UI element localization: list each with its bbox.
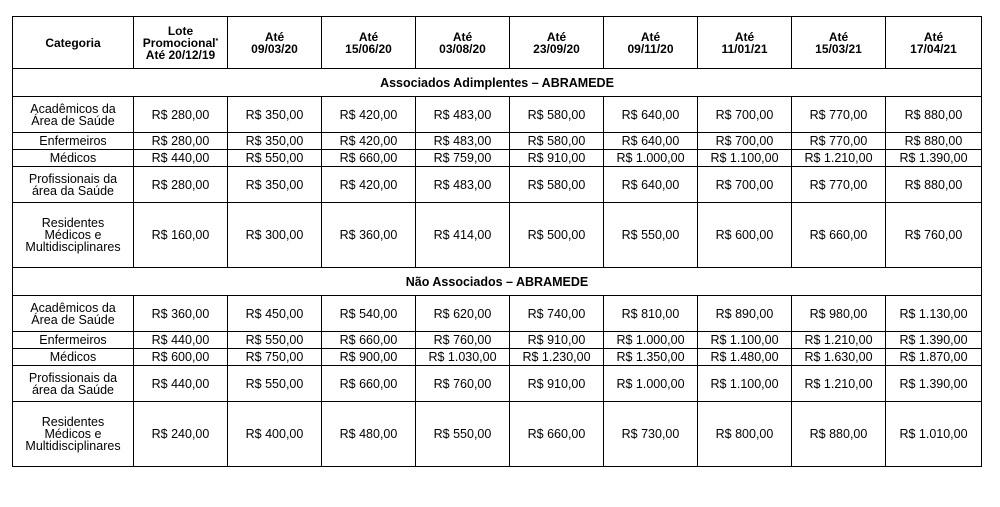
price-cell: R$ 660,00 (322, 366, 416, 402)
category-line: área da Saúde (31, 382, 114, 397)
price-cell: R$ 740,00 (510, 296, 604, 332)
price-cell: R$ 540,00 (322, 296, 416, 332)
category-line: Enfermeiros (39, 134, 107, 148)
header-date-label: Até (828, 29, 849, 44)
price-cell: R$ 350,00 (228, 97, 322, 133)
section-title: Associados Adimplentes – ABRAMEDE (13, 69, 982, 97)
category-line: Área de Saúde (31, 113, 115, 128)
price-cell: R$ 550,00 (604, 203, 698, 268)
header-date-2 (322, 17, 416, 69)
price-cell: R$ 700,00 (698, 133, 792, 150)
header-date-label: Até (640, 29, 661, 44)
category-line: Médicos e (44, 427, 102, 441)
price-cell: R$ 550,00 (228, 332, 322, 349)
category-line: Residentes (41, 415, 105, 429)
price-cell: R$ 500,00 (510, 203, 604, 268)
price-cell: R$ 1.350,00 (604, 349, 698, 366)
price-cell: R$ 1.010,00 (886, 402, 982, 467)
price-cell: R$ 440,00 (134, 150, 228, 167)
price-cell: R$ 350,00 (228, 133, 322, 150)
header-lote-line2: Promocional (142, 35, 216, 50)
price-cell: R$ 1.030,00 (416, 349, 510, 366)
price-cell: R$ 420,00 (322, 133, 416, 150)
header-date-value: 23/09/20 (533, 41, 580, 56)
header-date-label: Até (546, 29, 567, 44)
category-cell (13, 150, 134, 167)
price-cell: R$ 420,00 (322, 167, 416, 203)
category-cell (13, 97, 134, 133)
table-body (13, 69, 982, 467)
price-cell: R$ 550,00 (228, 366, 322, 402)
price-cell: R$ 880,00 (886, 133, 982, 150)
section-row (13, 69, 982, 97)
price-cell: R$ 1.130,00 (886, 296, 982, 332)
table-row (13, 203, 982, 268)
header-date-value: 17/04/21 (910, 41, 957, 56)
header-date-value: 11/01/21 (721, 41, 768, 56)
header-lote-promocional (134, 17, 228, 69)
price-cell: R$ 1.100,00 (698, 150, 792, 167)
header-date-1 (228, 17, 322, 69)
header-date-label: Até (264, 29, 285, 44)
category-line: área da Saúde (31, 183, 114, 198)
price-cell: R$ 550,00 (228, 150, 322, 167)
category-cell (13, 349, 134, 366)
price-cell: R$ 700,00 (698, 167, 792, 203)
price-cell: R$ 400,00 (228, 402, 322, 467)
category-line: Multidisciplinares (25, 439, 121, 453)
header-date-value: 15/03/21 (815, 41, 862, 56)
price-cell: R$ 480,00 (322, 402, 416, 467)
price-cell: R$ 700,00 (698, 97, 792, 133)
price-cell: R$ 580,00 (510, 97, 604, 133)
price-cell: R$ 980,00 (792, 296, 886, 332)
category-cell (13, 167, 134, 203)
price-cell: R$ 280,00 (134, 133, 228, 150)
price-cell: R$ 660,00 (322, 150, 416, 167)
price-cell: R$ 1.390,00 (886, 332, 982, 349)
category-line: Acadêmicos da (30, 101, 116, 116)
price-cell: R$ 810,00 (604, 296, 698, 332)
price-table (12, 16, 982, 467)
price-cell: R$ 1.390,00 (886, 150, 982, 167)
header-date-value: 09/11/20 (627, 41, 674, 56)
table-row (13, 349, 982, 366)
header-date-6 (698, 17, 792, 69)
price-cell: R$ 580,00 (510, 167, 604, 203)
price-cell: R$ 620,00 (416, 296, 510, 332)
price-cell: R$ 760,00 (416, 332, 510, 349)
table-row (13, 150, 982, 167)
price-cell: R$ 660,00 (792, 203, 886, 268)
price-cell: R$ 360,00 (322, 203, 416, 268)
price-cell: R$ 1.230,00 (510, 349, 604, 366)
header-date-value: 15/06/20 (345, 41, 392, 56)
table-row (13, 366, 982, 402)
price-cell: R$ 160,00 (134, 203, 228, 268)
price-cell: R$ 1.210,00 (792, 332, 886, 349)
table-row (13, 402, 982, 467)
price-cell: R$ 483,00 (416, 97, 510, 133)
price-cell: R$ 600,00 (698, 203, 792, 268)
header-row (13, 17, 982, 69)
price-cell: R$ 770,00 (792, 167, 886, 203)
price-cell: R$ 483,00 (416, 167, 510, 203)
price-cell: R$ 280,00 (134, 167, 228, 203)
price-cell: R$ 1.000,00 (604, 366, 698, 402)
category-line: Profissionais da (28, 370, 118, 385)
price-cell: R$ 350,00 (228, 167, 322, 203)
price-cell: R$ 640,00 (604, 167, 698, 203)
header-date-7 (792, 17, 886, 69)
price-cell: R$ 880,00 (886, 167, 982, 203)
price-cell: R$ 360,00 (134, 296, 228, 332)
price-cell: R$ 640,00 (604, 133, 698, 150)
price-cell: R$ 910,00 (510, 150, 604, 167)
price-cell: R$ 600,00 (134, 349, 228, 366)
price-cell: R$ 910,00 (510, 332, 604, 349)
price-cell: R$ 1.000,00 (604, 150, 698, 167)
price-cell: R$ 760,00 (886, 203, 982, 268)
price-cell: R$ 440,00 (134, 332, 228, 349)
price-cell: R$ 640,00 (604, 97, 698, 133)
category-line: Profissionais da (28, 171, 118, 186)
price-cell: R$ 280,00 (134, 97, 228, 133)
table-row (13, 133, 982, 150)
price-cell: R$ 759,00 (416, 150, 510, 167)
price-cell: R$ 660,00 (322, 332, 416, 349)
price-cell: R$ 1.870,00 (886, 349, 982, 366)
table-row (13, 332, 982, 349)
category-line: Médicos e (44, 228, 102, 242)
category-line: Enfermeiros (39, 333, 107, 347)
header-date-value: 03/08/20 (439, 41, 486, 56)
price-cell: R$ 240,00 (134, 402, 228, 467)
price-cell: R$ 483,00 (416, 133, 510, 150)
price-cell: R$ 1.100,00 (698, 366, 792, 402)
section-row (13, 268, 982, 296)
category-cell (13, 402, 134, 467)
header-lote-line1: Lote (167, 23, 194, 38)
header-categoria: Categoria (13, 17, 134, 69)
header-date-4 (510, 17, 604, 69)
category-cell (13, 203, 134, 268)
header-date-label: Até (923, 29, 944, 44)
price-cell: R$ 750,00 (228, 349, 322, 366)
price-cell: R$ 300,00 (228, 203, 322, 268)
price-cell: R$ 770,00 (792, 97, 886, 133)
price-cell: R$ 1.100,00 (698, 332, 792, 349)
table-row (13, 167, 982, 203)
category-line: Residentes (41, 216, 105, 230)
price-cell: R$ 1.210,00 (792, 366, 886, 402)
header-date-label: Até (452, 29, 473, 44)
category-line: Médicos (49, 151, 97, 165)
header-lote-asterisk: * (215, 37, 219, 45)
table-row (13, 97, 982, 133)
header-lote-line3: Até 20/12/19 (145, 47, 216, 62)
price-cell: R$ 730,00 (604, 402, 698, 467)
category-cell (13, 296, 134, 332)
category-line: Médicos (49, 350, 97, 364)
price-cell: R$ 800,00 (698, 402, 792, 467)
price-cell: R$ 880,00 (792, 402, 886, 467)
header-date-label: Até (358, 29, 379, 44)
price-cell: R$ 900,00 (322, 349, 416, 366)
price-cell: R$ 1.210,00 (792, 150, 886, 167)
price-cell: R$ 440,00 (134, 366, 228, 402)
price-cell: R$ 910,00 (510, 366, 604, 402)
table-row (13, 296, 982, 332)
price-cell: R$ 890,00 (698, 296, 792, 332)
price-cell: R$ 880,00 (886, 97, 982, 133)
price-cell: R$ 580,00 (510, 133, 604, 150)
price-cell: R$ 414,00 (416, 203, 510, 268)
category-cell (13, 332, 134, 349)
category-cell (13, 133, 134, 150)
price-cell: R$ 420,00 (322, 97, 416, 133)
category-cell (13, 366, 134, 402)
header-date-8 (886, 17, 982, 69)
price-cell: R$ 1.630,00 (792, 349, 886, 366)
category-line: Área de Saúde (31, 312, 115, 327)
header-date-label: Até (734, 29, 755, 44)
price-cell: R$ 770,00 (792, 133, 886, 150)
price-cell: R$ 1.000,00 (604, 332, 698, 349)
price-cell: R$ 450,00 (228, 296, 322, 332)
section-title: Não Associados – ABRAMEDE (13, 268, 982, 296)
header-date-value: 09/03/20 (251, 41, 298, 56)
price-cell: R$ 550,00 (416, 402, 510, 467)
header-date-3 (416, 17, 510, 69)
category-line: Acadêmicos da (30, 300, 116, 315)
price-cell: R$ 1.480,00 (698, 349, 792, 366)
price-cell: R$ 1.390,00 (886, 366, 982, 402)
category-line: Multidisciplinares (25, 240, 121, 254)
header-date-5 (604, 17, 698, 69)
price-cell: R$ 760,00 (416, 366, 510, 402)
price-cell: R$ 660,00 (510, 402, 604, 467)
